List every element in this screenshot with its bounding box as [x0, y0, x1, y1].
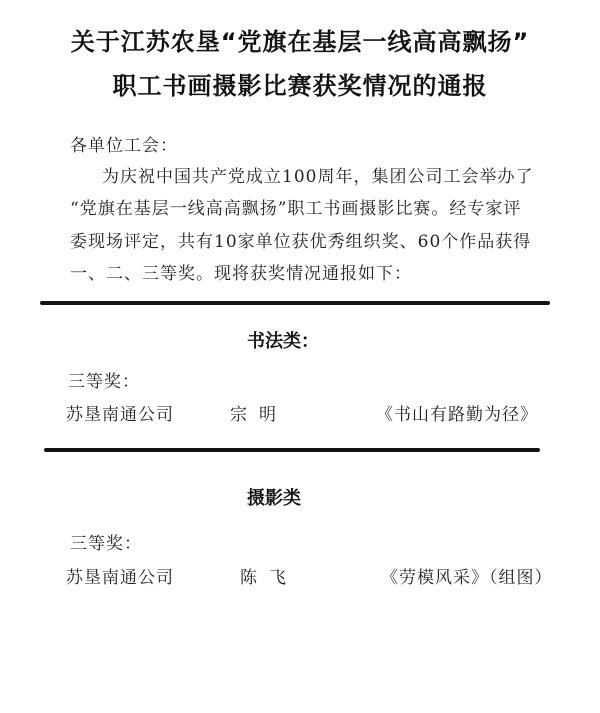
prize-level-calligraphy: 三等奖：: [68, 372, 140, 392]
entry-unit-photography: 苏垦南通公司: [66, 568, 174, 588]
entry-work-photography: 《劳模风采》（组图）: [381, 568, 553, 588]
paragraph-line-4: 一、二、三等奖。现将获奖情况通报如下：: [70, 264, 412, 284]
salutation: 各单位工会：: [70, 136, 178, 156]
paragraph-line-3: 委现场评定，共有10家单位获优秀组织奖、60个作品获得: [70, 232, 532, 252]
divider-rule-1: [40, 301, 550, 305]
paragraph-line-2: “党旗在基层一线高高飘扬”职工书画摄影比赛。经专家评: [70, 199, 522, 219]
document-title-line-1: 关于江苏农垦“党旗在基层一线高高飘扬”: [70, 28, 530, 56]
entry-person-calligraphy: 宗明: [230, 405, 288, 425]
entry-unit-calligraphy: 苏垦南通公司: [66, 405, 174, 425]
section-heading-calligraphy: 书法类：: [247, 331, 319, 352]
entry-work-calligraphy: 《书山有路勤为径》: [376, 405, 538, 425]
section-heading-photography: 摄影类: [247, 488, 301, 509]
prize-level-photography: 三等奖：: [70, 534, 142, 554]
document-title-line-2: 职工书画摄影比赛获奖情况的通报: [112, 72, 488, 100]
paragraph-line-1: 为庆祝中国共产党成立100周年，集团公司工会举办了: [102, 167, 534, 187]
divider-rule-2: [44, 448, 540, 452]
entry-person-photography: 陈飞: [240, 568, 298, 588]
